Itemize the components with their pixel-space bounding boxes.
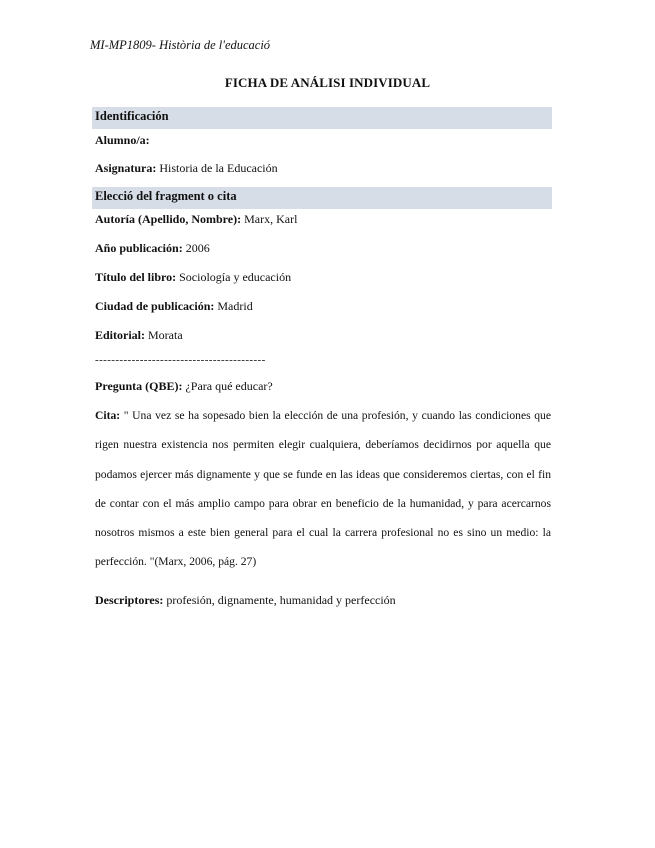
autoria-label: Autoría (Apellido, Nombre): bbox=[95, 212, 242, 226]
cita-paragraph bbox=[95, 401, 551, 577]
editorial-line bbox=[95, 328, 183, 343]
cita-label: Cita: bbox=[95, 409, 121, 422]
autoria-value: Marx, Karl bbox=[244, 212, 298, 226]
pregunta-line bbox=[95, 379, 273, 394]
titulo-line bbox=[95, 270, 291, 285]
cita-text: " Una vez se ha sopesado bien la elección de una profesión, y cuando las condiciones que rigen nuestra existencia nos permiten elegir cualquiera, deberíamos decidirnos por aquella que podamos ejercer más dignamente y que se funde en las ideas que consideremos ciertas, con el fin de contar con el más amplio campo para obrar en beneficio de la humanidad, y para acercarnos nosotros mismos a este bien general para el cual la carrera profesional no es sino un medio: la perfección. "(Marx, 2006, pág. 27) bbox=[95, 409, 551, 569]
asignatura-label: Asignatura: bbox=[95, 161, 157, 175]
page-header: MI-MP1809- Història de l'educació bbox=[90, 38, 271, 52]
ciudad-line bbox=[95, 299, 253, 314]
editorial-value: Morata bbox=[148, 328, 183, 342]
ciudad-label: Ciudad de publicación: bbox=[95, 299, 215, 313]
autoria-line bbox=[95, 212, 297, 227]
titulo-value: Sociología y educación bbox=[179, 270, 292, 284]
alumno-line bbox=[95, 133, 150, 148]
anio-value: 2006 bbox=[185, 241, 210, 255]
separator-line: ------------------------------------------ bbox=[95, 354, 266, 366]
editorial-label: Editorial: bbox=[95, 328, 145, 342]
descriptores-line bbox=[95, 593, 396, 608]
section-identificacion: Identificación bbox=[92, 107, 552, 129]
pregunta-value: ¿Para qué educar? bbox=[185, 379, 273, 393]
section-eleccion: Elecció del fragment o cita bbox=[92, 187, 552, 209]
descriptores-label: Descriptores: bbox=[95, 593, 164, 607]
descriptores-value: profesión, dignamente, humanidad y perfección bbox=[166, 593, 396, 607]
titulo-label: Título del libro: bbox=[95, 270, 177, 284]
asignatura-value: Historia de la Educación bbox=[159, 161, 278, 175]
alumno-label: Alumno/a: bbox=[95, 133, 150, 147]
document-title: FICHA DE ANÁLISI INDIVIDUAL bbox=[224, 75, 431, 90]
pregunta-label: Pregunta (QBE): bbox=[95, 379, 183, 393]
asignatura-line bbox=[95, 161, 278, 176]
anio-label: Año publicación: bbox=[95, 241, 183, 255]
anio-line bbox=[95, 241, 210, 256]
ciudad-value: Madrid bbox=[217, 299, 253, 313]
